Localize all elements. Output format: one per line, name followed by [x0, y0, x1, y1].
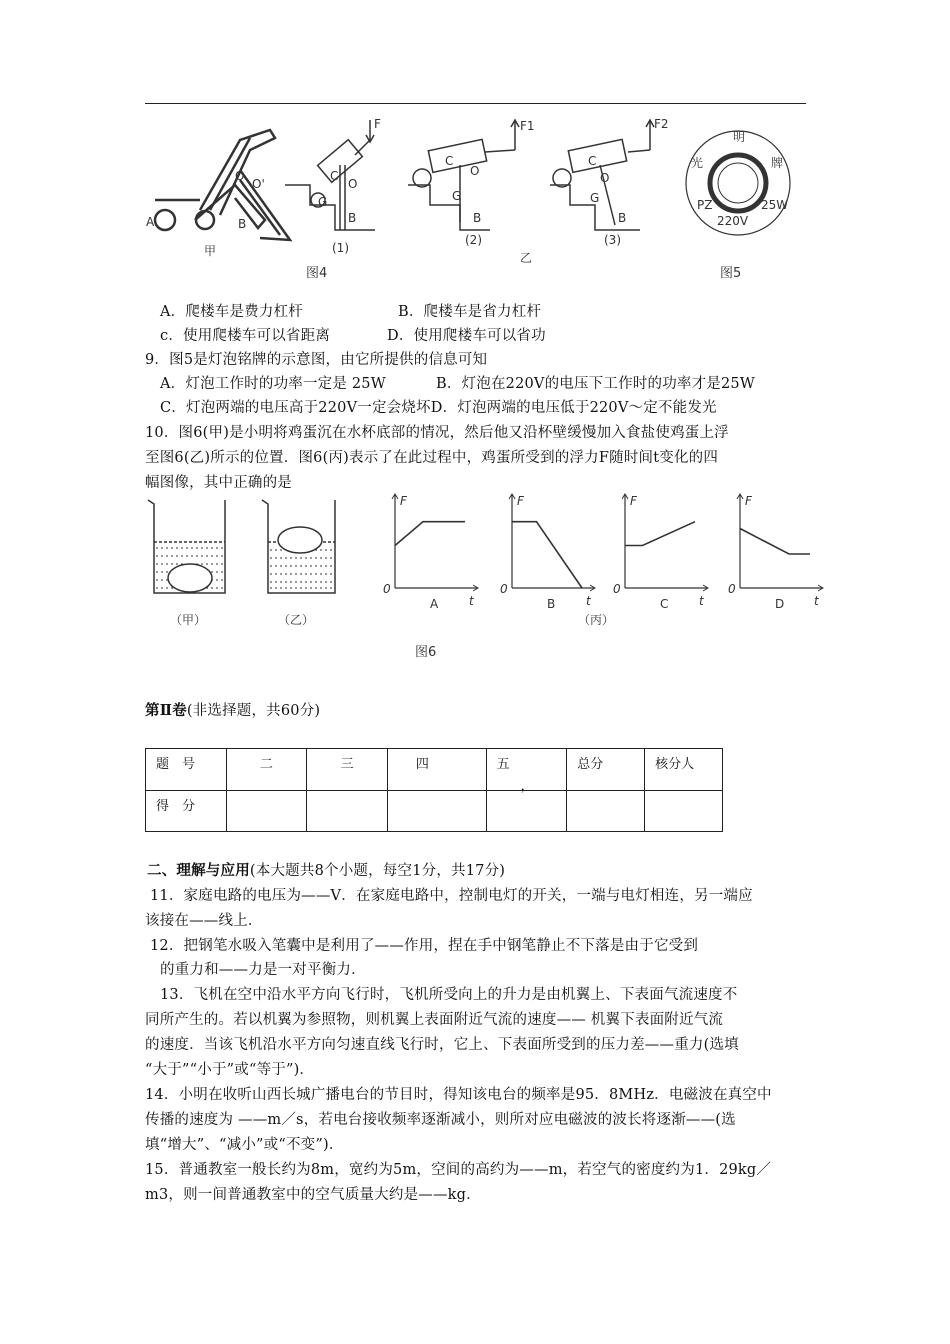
label-yi: 乙 — [520, 251, 533, 265]
graph-a-letter: A — [430, 597, 439, 611]
q15-line-1: 15．普通教室一般长约为8m，宽约为5m，空间的高约为——m，若空气的密度约为1．29kg／ — [145, 1162, 772, 1178]
ring-char-pai: 牌 — [771, 156, 784, 170]
col-5-comma: ， — [520, 779, 534, 794]
figure-4 — [140, 110, 670, 280]
part-2-rest: (本大题共8个小题，每空1分，共17分) — [249, 863, 506, 879]
label-cup-jia: （甲） — [170, 613, 207, 627]
cup-yi — [262, 500, 335, 593]
q9-opt-b: B．灯泡在220V的电压下工作时的功率才是25W — [436, 376, 755, 392]
label-o-prime: O' — [252, 177, 265, 191]
q15-line-2: m3，则一间普通教室中的空气质量大约是——kg． — [145, 1187, 481, 1203]
fig6-graphs — [383, 494, 823, 611]
label-c-2: C — [445, 154, 454, 168]
q9-opt-d: D．灯泡两端的电压低于220V～定不能发光 — [430, 400, 717, 416]
q9-opt-a: A．灯泡工作时的功率一定是 25W — [160, 376, 386, 392]
q10-line-1: 10．图6(甲)是小明将鸡蛋沉在水杯底部的情况，然后他又沿杯壁缓慢加入食盐使鸡蛋上浮 — [145, 425, 729, 441]
nameplate-voltage: 220V — [717, 214, 749, 228]
q14-line-3: 填“增大”、“减小”或“不变”)． — [145, 1137, 344, 1153]
graph-b-origin: 0 — [500, 582, 508, 596]
q13-line-3: 的速度．当该飞机沿水平方向匀速直线飞行时，它上、下表面所受到的压力差——重力(选填 — [145, 1037, 739, 1053]
graph-d-origin: 0 — [728, 582, 736, 596]
q10-line-2: 至图6(乙)所示的位置．图6(丙)表示了在此过程中，鸡蛋所受到的浮力F随时间t变化的四 — [145, 450, 719, 466]
q9-opt-cd — [160, 399, 717, 417]
graph-c-curve — [625, 522, 695, 546]
label-b: B — [238, 217, 247, 231]
score-table-header-row — [146, 749, 723, 791]
score-cell-3[interactable] — [307, 790, 388, 832]
header-rule — [145, 103, 806, 104]
figure-4-caption: 图4 — [306, 266, 328, 281]
label-o-3: O — [600, 171, 610, 185]
section-2-rest: (非选择题，共60分) — [186, 703, 321, 719]
col-4: 四 — [387, 749, 486, 791]
q12-line-2: 的重力和——力是一对平衡力． — [160, 962, 366, 978]
label-sub-1: (1) — [332, 241, 349, 255]
figure-6-caption: 图6 — [415, 645, 437, 660]
q9-opt-c: C．灯泡两端的电压高于220V一定会烧坏 — [160, 400, 431, 416]
graph-a-x-label: t — [469, 594, 474, 608]
graph-d-letter: D — [775, 597, 785, 611]
q9-stem: 9．图5是灯泡铭牌的示意图，由它所提供的信息可知 — [145, 352, 488, 368]
label-jia: 甲 — [204, 244, 217, 258]
label-c-3: C — [588, 154, 597, 168]
label-b-3: B — [618, 211, 627, 225]
label-f1: F1 — [520, 119, 535, 133]
nameplate-power: 25W — [761, 198, 789, 212]
graph-a-origin: 0 — [383, 582, 391, 596]
q11-line-2: 该接在——线上． — [145, 913, 263, 929]
label-c-1: C — [330, 169, 339, 183]
stair-cart-jia — [155, 130, 290, 240]
col-5-label: 五 — [496, 757, 510, 772]
q8-opt-d: D．使用爬楼车可以省功 — [387, 328, 546, 344]
cup-jia — [148, 500, 225, 593]
graph-b-letter: B — [547, 597, 556, 611]
graph-b-y-label: F — [517, 494, 524, 508]
score-cell-5[interactable] — [486, 790, 567, 832]
label-b-1: B — [348, 211, 357, 225]
row-score-label: 得 分 — [146, 790, 227, 832]
q14-line-1: 14．小明在收听山西长城广播电台的节目时，得知该电台的频率是95．8MHz．电磁波在真空中 — [145, 1087, 772, 1103]
col-total: 总分 — [567, 749, 645, 791]
graph-c-x-label: t — [699, 594, 704, 608]
label-sub-2: (2) — [465, 233, 482, 247]
part-2-title — [147, 862, 505, 880]
score-table-score-row — [146, 790, 723, 832]
q12-line-1: 12．把钢笔水吸入笔囊中是利用了——作用，捏在手中钢笔静止不下落是由于它受到 — [150, 938, 699, 954]
label-o-1: O — [348, 177, 358, 191]
graph-d-x-label: t — [814, 594, 819, 608]
graph-d-curve — [740, 529, 810, 555]
graph-d-y-label: F — [745, 494, 752, 508]
label-g-1: G — [318, 195, 328, 209]
graph-b-curve — [512, 522, 582, 588]
score-cell-total[interactable] — [567, 790, 645, 832]
part-2-bold: 二、理解与应用 — [147, 862, 250, 879]
score-cell-4[interactable] — [387, 790, 486, 832]
graph-a-curve — [395, 522, 465, 546]
q8-opt-c: c．使用爬楼车可以省距离 — [160, 328, 331, 344]
col-grader: 核分人 — [645, 749, 723, 791]
label-o-2: O — [470, 164, 480, 178]
q14-line-2: 传播的速度为 ——m／s，若电台接收频率逐渐减小，则所对应电磁波的波长将逐渐——(选 — [145, 1112, 736, 1128]
label-bing: （丙） — [578, 613, 615, 627]
label-f: F — [374, 117, 381, 131]
label-g-3: G — [590, 191, 600, 205]
section-2-bold: 第Ⅱ卷 — [145, 702, 187, 719]
label-g-2: G — [452, 189, 462, 203]
section-2-title — [145, 702, 320, 720]
graph-a-y-label: F — [400, 494, 407, 508]
figure-5 — [683, 125, 793, 240]
q8-opt-b: B．爬楼车是省力杠杆 — [398, 304, 542, 320]
diagram-2 — [408, 120, 519, 230]
q13-line-4: “大于”“小于”或“等于”)． — [145, 1062, 315, 1078]
label-o: O — [235, 169, 245, 183]
col-2: 二 — [226, 749, 307, 791]
col-question-no: 题 号 — [146, 749, 227, 791]
q8-opt-a: A．爬楼车是费力杠杆 — [160, 304, 303, 320]
label-f2: F2 — [654, 117, 669, 131]
q11-line-1: 11．家庭电路的电压为——V．在家庭电路中，控制电灯的开关，一端与电灯相连，另一端应 — [150, 888, 753, 904]
col-5 — [486, 749, 567, 794]
label-sub-3: (3) — [604, 233, 621, 247]
q13-line-2: 同所产生的。若以机翼为参照物，则机翼上表面附近气流的速度—— 机翼下表面附近气流 — [145, 1012, 724, 1028]
graph-b-x-label: t — [586, 594, 591, 608]
nameplate-model: PZ — [697, 198, 713, 212]
graph-c-y-label: F — [630, 494, 637, 508]
ring-char-ming: 明 — [733, 130, 746, 144]
figure-5-caption: 图5 — [720, 266, 742, 281]
label-cup-yi: （乙） — [278, 613, 315, 627]
q10-line-3: 幅图像，其中正确的是 — [145, 475, 292, 491]
score-table — [145, 748, 723, 832]
q13-line-1: 13．飞机在空中沿水平方向飞行时，飞机所受向上的升力是由机翼上、下表面气流速度不 — [160, 987, 738, 1003]
graph-c-origin: 0 — [613, 582, 621, 596]
figure-6 — [140, 490, 830, 640]
ring-char-guang: 光 — [691, 156, 704, 170]
label-b-2: B — [473, 211, 482, 225]
score-cell-grader[interactable] — [645, 790, 723, 832]
graph-c-letter: C — [660, 597, 669, 611]
label-a: A — [146, 215, 155, 229]
col-3: 三 — [307, 749, 388, 791]
score-cell-2[interactable] — [226, 790, 307, 832]
